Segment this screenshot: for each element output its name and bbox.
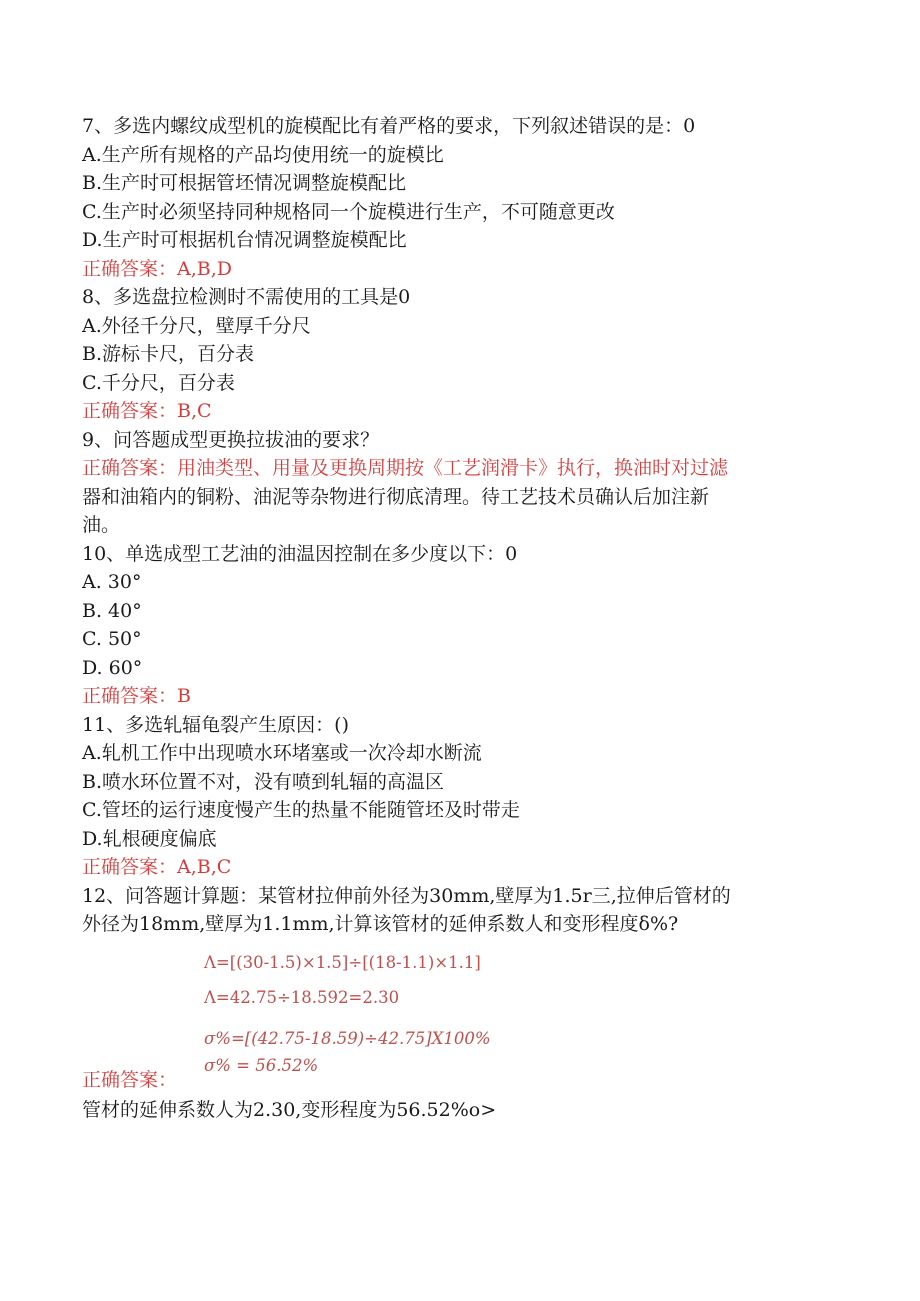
question-11-title: 11、多选轧辐龟裂产生原因：() [82, 713, 350, 736]
q12-answer-text: 管材的延伸系数人为2.30,变形程度为56.52%o> [82, 1099, 497, 1121]
q9-answer-line-3: 油。 [82, 514, 121, 536]
q9-answer-line-2: 器和油箱内的铜粉、油泥等杂物进行彻底清理。待工艺技术员确认后加注新 [82, 485, 710, 508]
q11-option-a: A.轧机工作中出现喷水环堵塞或一次冷却水断流 [82, 742, 482, 764]
q9-answer-line-1: 正确答案：用油类型、用量及更换周期按《工艺润滑卡》执行，换油时对过滤 [82, 457, 729, 479]
q8-option-c: C.千分尺，百分表 [82, 371, 235, 394]
question-12-title-line-2: 外径为18mm,壁厚为1.1mm,计算该管材的延伸系数人和变形程度δ%? [82, 913, 679, 935]
q12-answer-label: 正确答案： [82, 1069, 178, 1091]
question-7-title: 7、多选内螺纹成型机的旋模配比有着严格的要求，下列叙述错误的是：0 [82, 115, 696, 137]
question-8-title: 8、多选盘拉检测时不需使用的工具是0 [82, 286, 411, 308]
q11-option-b: B.喷水环位置不对，没有喷到轧辐的高温区 [82, 770, 445, 793]
q11-option-c: C.管坯的运行速度慢产生的热量不能随管坯及时带走 [82, 799, 520, 821]
q10-option-c: C. 50° [82, 628, 142, 650]
question-12-title-line-1: 12、问答题计算题：某管材拉伸前外径为30mm,壁厚为1.5r三,拉伸后管材的 [82, 884, 731, 907]
q7-option-d: D.生产时可根据机台情况调整旋模配比 [82, 229, 407, 251]
q7-option-b: B.生产时可根据管坯情况调整旋模配比 [82, 172, 407, 194]
q7-option-c: C.生产时必须坚持同种规格同一个旋模进行生产，不可随意更改 [82, 200, 615, 223]
document-body [82, 112, 842, 939]
q12-formula-3: σ%=[(42.75-18.59)÷42.75]X100% [204, 1029, 491, 1048]
q7-answer: 正确答案：A,B,D [82, 257, 232, 280]
q8-answer: 正确答案：B,C [82, 400, 212, 422]
q10-answer: 正确答案：B [82, 685, 191, 707]
q12-formula-4: σ% = 56.52% [204, 1056, 319, 1075]
q8-option-a: A.外径千分尺，壁厚千分尺 [82, 314, 311, 337]
q10-option-b: B. 40° [82, 599, 142, 622]
q10-option-a: A. 30° [82, 571, 142, 593]
question-9-title: 9、问答题成型更换拉拔油的要求？ [82, 428, 380, 451]
question-10-title: 10、单选成型工艺油的油温因控制在多少度以下：0 [82, 542, 518, 565]
q12-formula-1: Λ=[(30-1.5)×1.5]÷[(18-1.1)×1.1] [204, 953, 481, 972]
q12-formula-2: Λ=42.75÷18.592=2.30 [204, 988, 400, 1007]
q7-option-a: A.生产所有规格的产品均使用统一的旋模比 [82, 143, 444, 166]
q10-option-d: D. 60° [82, 656, 143, 679]
q11-option-d: D.轧根硬度偏底 [82, 827, 217, 850]
q11-answer: 正确答案：A,B,C [82, 856, 232, 878]
q8-option-b: B.游标卡尺，百分表 [82, 343, 255, 365]
